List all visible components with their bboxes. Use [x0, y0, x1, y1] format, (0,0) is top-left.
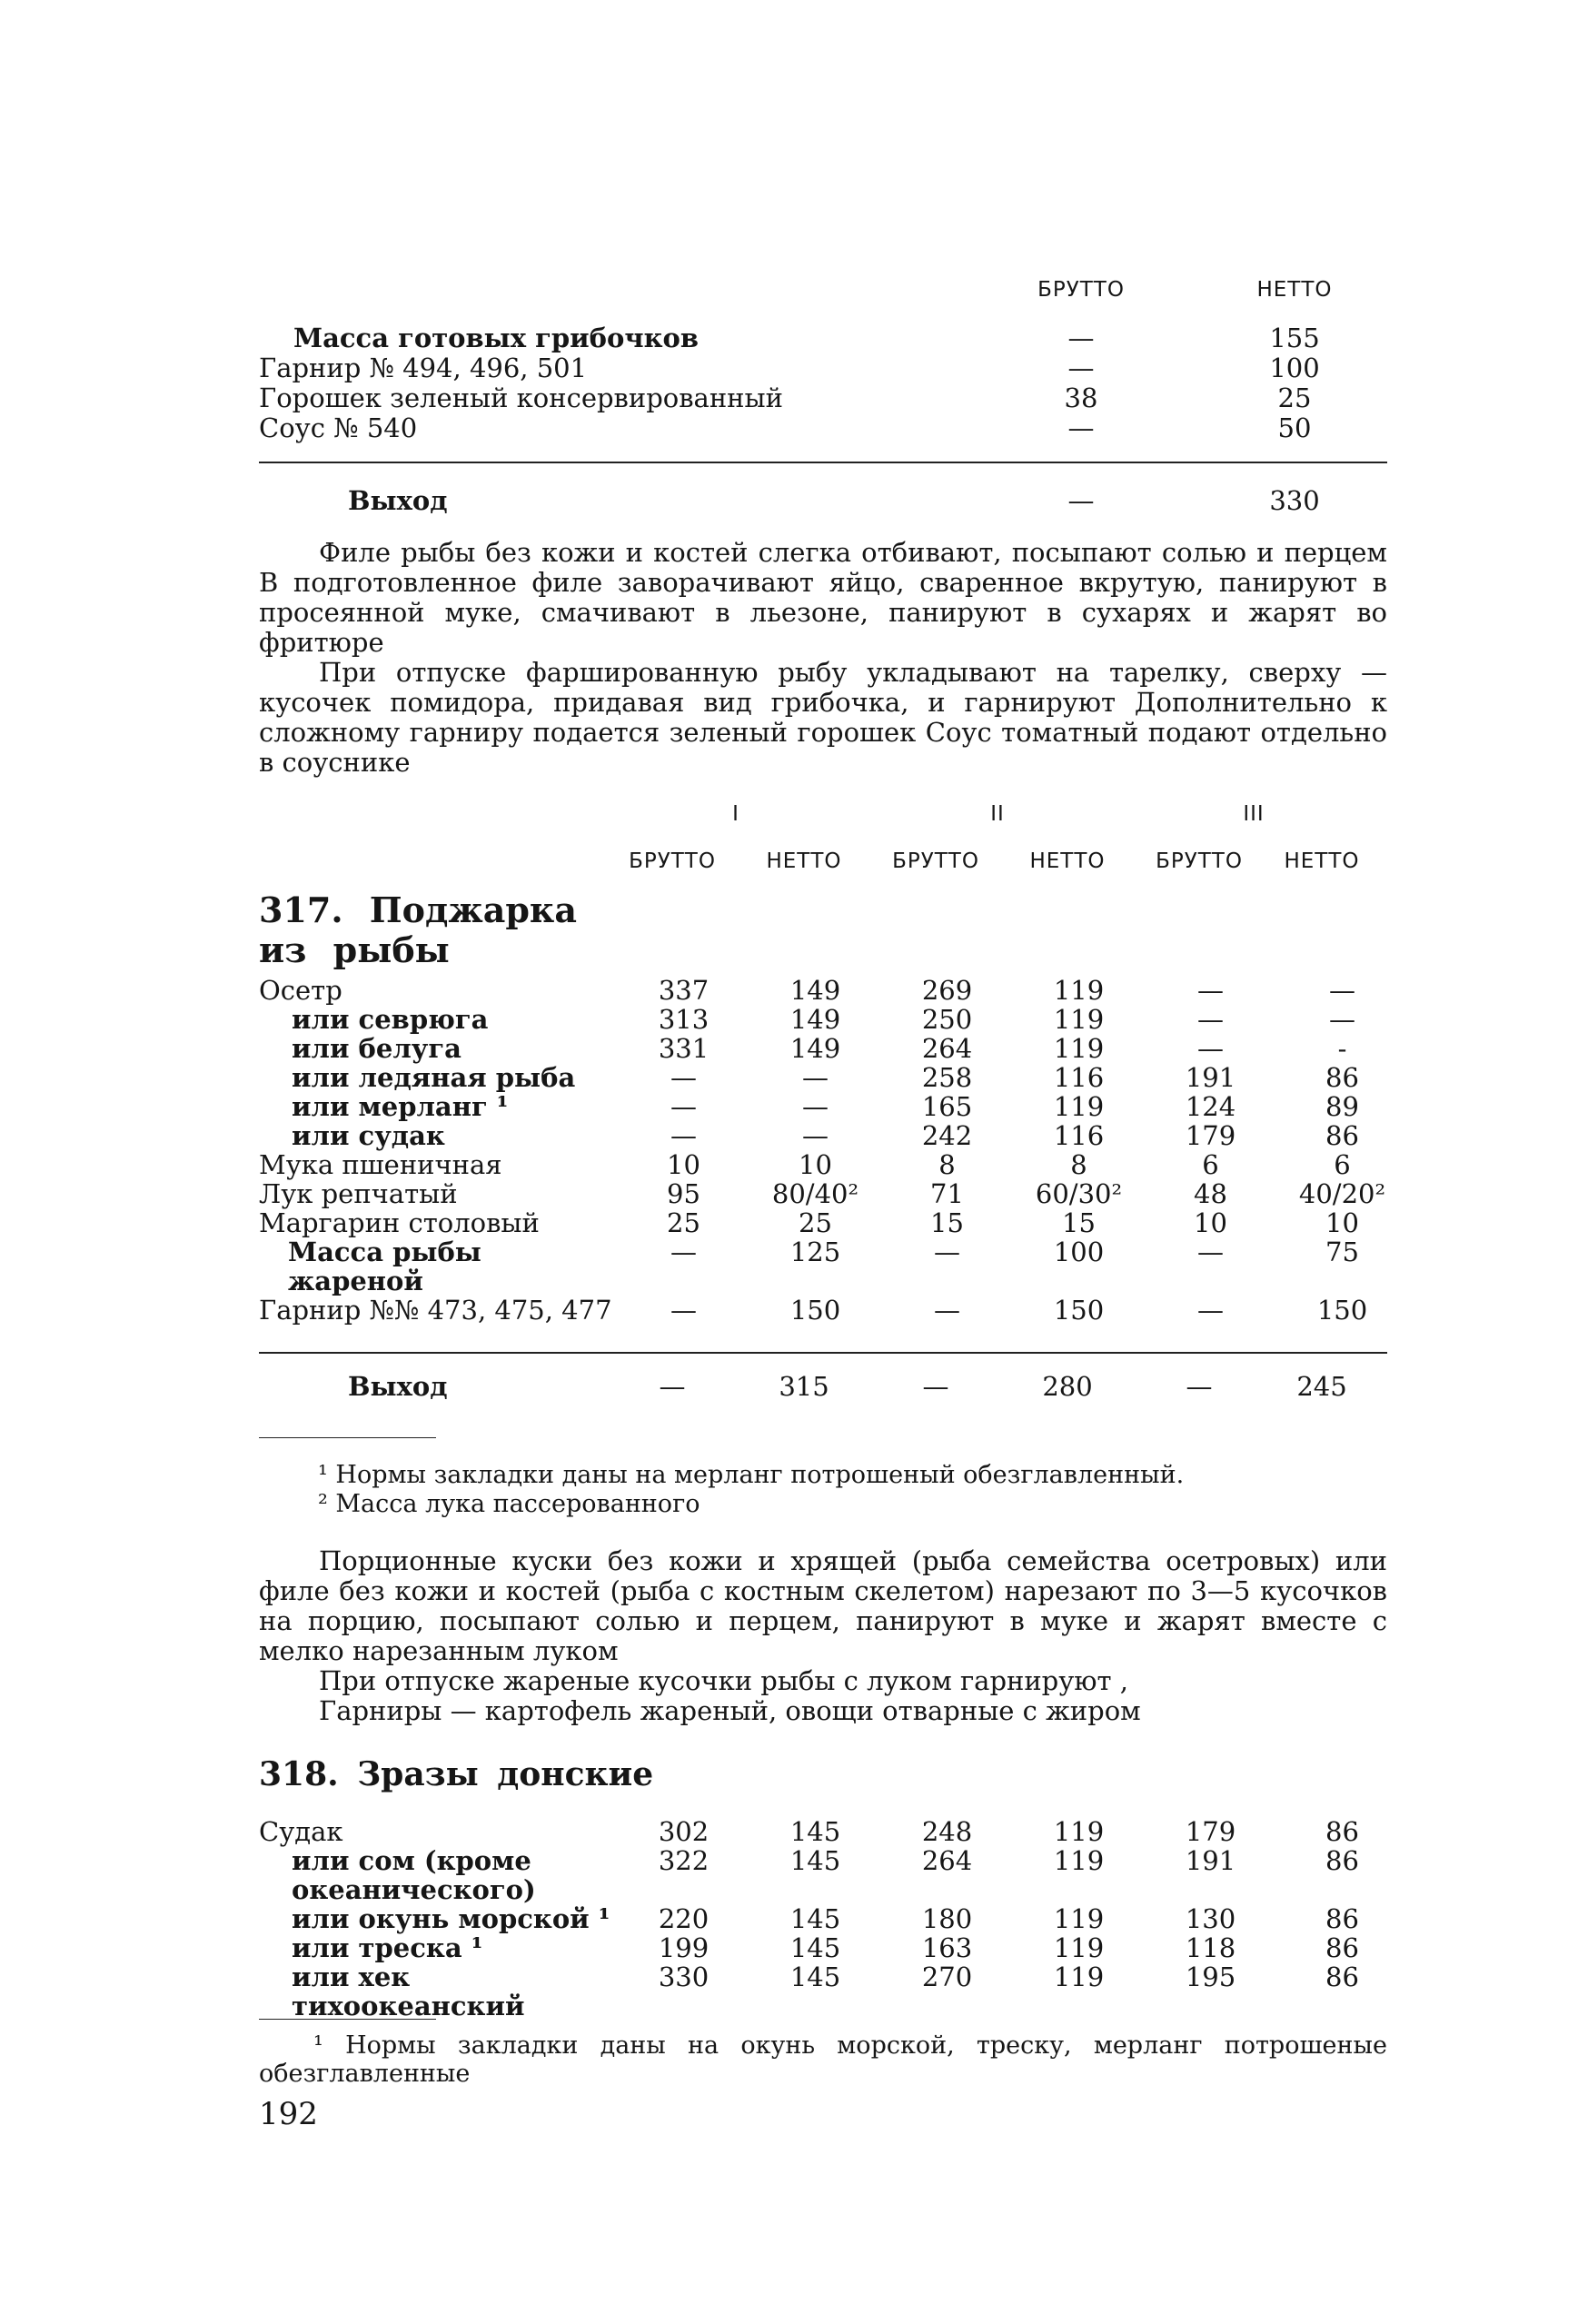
- quantity-cell: 150: [1316, 1295, 1368, 1326]
- quantity-cell: 149: [789, 1004, 841, 1035]
- top-row-netto: 155: [1269, 323, 1320, 353]
- quantity-cell: -: [1337, 1033, 1347, 1064]
- r318-footnote-1: ¹ Нормы закладки даны на окунь морской, треску, мерланг потрошеные обезглавленные: [259, 2031, 1387, 2088]
- quantity-cell: 119: [1053, 1845, 1105, 1876]
- top-row-netto: 25: [1277, 382, 1312, 413]
- quantity-cell: 48: [1194, 1178, 1227, 1209]
- quantity-cell: 71: [930, 1178, 964, 1209]
- quantity-cell: 10: [1325, 1207, 1359, 1238]
- quantity-cell: 119: [1053, 1903, 1105, 1934]
- table-row: [259, 1092, 1408, 1121]
- col-header-netto: НЕТТО: [1284, 849, 1360, 873]
- quantity-cell: 179: [1185, 1120, 1236, 1151]
- ingredient-name: или ледяная рыба: [292, 1062, 576, 1093]
- quantity-cell: 15: [1062, 1207, 1096, 1238]
- quantity-cell: 86: [1325, 1845, 1359, 1876]
- quantity-cell: 15: [930, 1207, 964, 1238]
- quantity-cell: 199: [658, 1932, 710, 1963]
- quantity-cell: 75: [1325, 1236, 1359, 1267]
- r317-footnote-1: ¹ Нормы закладки даны на мерланг потрошеный обезглавленный.: [318, 1461, 1185, 1489]
- quantity-cell: 322: [658, 1845, 710, 1876]
- quantity-cell: 86: [1325, 1961, 1359, 1992]
- quantity-cell: —: [1197, 975, 1224, 1006]
- quantity-cell: 145: [789, 1961, 841, 1992]
- top-row-name: Гарнир № 494, 496, 501: [259, 353, 588, 383]
- quantity-cell: 40/20²: [1298, 1178, 1386, 1209]
- page-number: 192: [259, 2096, 318, 2132]
- quantity-cell: 119: [1053, 975, 1105, 1006]
- ingredient-name: Гарнир №№ 473, 475, 477: [259, 1295, 612, 1326]
- top-output-netto: 330: [1269, 485, 1320, 516]
- quantity-cell: 86: [1325, 1932, 1359, 1963]
- quantity-cell: 60/30²: [1035, 1178, 1123, 1209]
- quantity-cell: 250: [921, 1004, 973, 1035]
- quantity-cell: 119: [1053, 1004, 1105, 1035]
- ingredient-name: Маргарин столовый: [259, 1207, 540, 1238]
- table-row: [259, 1817, 1408, 1846]
- ingredient-name: Мука пшеничная: [259, 1149, 502, 1180]
- top-row-brutto: —: [1067, 412, 1095, 443]
- table-rule: [259, 1352, 1387, 1354]
- top-paragraph-1: Филе рыбы без кожи и костей слегка отбивают, посыпают солью и перцем В подготовленное филе заворачивают яйцо, сваренное вкрутую, панируют в просеянной муке, смачивают в льезоне, панируют в сухарях и жарят во фритюре: [259, 537, 1387, 658]
- quantity-cell: 150: [789, 1295, 841, 1326]
- quantity-cell: 86: [1325, 1062, 1359, 1093]
- col-header-brutto: БРУТТО: [629, 849, 716, 873]
- quantity-cell: 270: [921, 1961, 973, 1992]
- r317-output-value: 245: [1296, 1371, 1347, 1402]
- ingredient-name: Осетр: [259, 975, 342, 1006]
- quantity-cell: 179: [1185, 1816, 1236, 1847]
- quantity-cell: —: [934, 1295, 960, 1326]
- quantity-cell: 95: [667, 1178, 700, 1209]
- quantity-cell: —: [670, 1295, 697, 1326]
- quantity-cell: 119: [1053, 1091, 1105, 1122]
- top-output-label: Выход: [348, 485, 448, 516]
- group-header-iii: III: [1243, 802, 1265, 826]
- ingredient-name: или сом (кроме океанического): [292, 1845, 536, 1905]
- quantity-cell: 145: [789, 1845, 841, 1876]
- table-row: [259, 976, 1408, 1005]
- table-row: [259, 1121, 1408, 1150]
- table-row: [259, 1034, 1408, 1063]
- quantity-cell: 165: [921, 1091, 973, 1122]
- quantity-cell: 125: [789, 1236, 841, 1267]
- quantity-cell: 302: [658, 1816, 710, 1847]
- top-row-netto: 50: [1277, 412, 1312, 443]
- quantity-cell: 149: [789, 975, 841, 1006]
- table-row: [259, 1005, 1408, 1034]
- group-header-ii: II: [990, 802, 1005, 826]
- quantity-cell: —: [802, 1062, 829, 1093]
- recipe-317-title: 317. Поджарка из рыбы: [259, 889, 577, 970]
- quantity-cell: 8: [938, 1149, 956, 1180]
- quantity-cell: —: [670, 1236, 697, 1267]
- table-row: [259, 1933, 1408, 1962]
- quantity-cell: —: [670, 1120, 697, 1151]
- quantity-cell: 6: [1334, 1149, 1351, 1180]
- quantity-cell: 130: [1185, 1903, 1236, 1934]
- recipe-318-title: 318. Зразы донские: [259, 1755, 654, 1793]
- r317-output-value: —: [659, 1371, 686, 1402]
- quantity-cell: —: [1197, 1236, 1224, 1267]
- quantity-cell: 264: [921, 1033, 973, 1064]
- top-row-brutto: —: [1067, 323, 1095, 353]
- col-header-netto: НЕТТО: [1029, 849, 1106, 873]
- quantity-cell: 10: [1194, 1207, 1227, 1238]
- quantity-cell: —: [802, 1091, 829, 1122]
- table-row: [259, 1237, 1408, 1296]
- quantity-cell: 248: [921, 1816, 973, 1847]
- quantity-cell: 86: [1325, 1816, 1359, 1847]
- quantity-cell: —: [802, 1120, 829, 1151]
- quantity-cell: 86: [1325, 1120, 1359, 1151]
- top-brutto-header: БРУТТО: [1037, 278, 1125, 302]
- quantity-cell: 89: [1325, 1091, 1359, 1122]
- quantity-cell: 180: [921, 1903, 973, 1934]
- ingredient-name: или окунь морской ¹: [292, 1903, 610, 1934]
- table-row: [259, 1150, 1408, 1179]
- table-row: [259, 1846, 1408, 1904]
- quantity-cell: 119: [1053, 1816, 1105, 1847]
- quantity-cell: 119: [1053, 1033, 1105, 1064]
- quantity-cell: 80/40²: [771, 1178, 859, 1209]
- quantity-cell: 191: [1185, 1062, 1236, 1093]
- ingredient-name: или севрюга: [292, 1004, 489, 1035]
- ingredient-name: или хек тихоокеанский: [292, 1961, 525, 2021]
- top-row-name: Горошек зеленый консервированный: [259, 382, 783, 413]
- quantity-cell: 145: [789, 1932, 841, 1963]
- quantity-cell: 8: [1070, 1149, 1087, 1180]
- r317-paragraph-1: Порционные куски без кожи и хрящей (рыба семейства осетровых) или филе без кожи и костей (рыба с костным скелетом) нарезают по 3—5 кусочков на порцию, посыпают солью и перцем, панируют в муке и жарят вместе с мелко нарезанным луком: [259, 1545, 1387, 1666]
- quantity-cell: 264: [921, 1845, 973, 1876]
- footnote-rule: [259, 2019, 436, 2020]
- table-row: [259, 1179, 1408, 1208]
- r317-paragraph-2: При отпуске жареные кусочки рыбы с луком гарнируют ,: [319, 1665, 1129, 1696]
- quantity-cell: 242: [921, 1120, 973, 1151]
- r317-output-value: 315: [779, 1371, 829, 1402]
- table-row: [259, 1063, 1408, 1092]
- ingredient-name: Лук репчатый: [259, 1178, 458, 1209]
- top-row-brutto: 38: [1064, 382, 1098, 413]
- quantity-cell: —: [1197, 1004, 1224, 1035]
- quantity-cell: —: [670, 1062, 697, 1093]
- quantity-cell: 145: [789, 1903, 841, 1934]
- quantity-cell: 313: [658, 1004, 710, 1035]
- ingredient-name: или мерланг ¹: [292, 1091, 509, 1122]
- quantity-cell: 116: [1053, 1120, 1105, 1151]
- quantity-cell: 6: [1202, 1149, 1219, 1180]
- top-row-netto: 100: [1269, 353, 1320, 383]
- quantity-cell: 330: [658, 1961, 710, 1992]
- quantity-cell: 220: [658, 1903, 710, 1934]
- quantity-cell: 337: [658, 975, 710, 1006]
- table-row: [259, 1904, 1408, 1933]
- quantity-cell: 145: [789, 1816, 841, 1847]
- quantity-cell: 149: [789, 1033, 841, 1064]
- quantity-cell: —: [670, 1091, 697, 1122]
- quantity-cell: 10: [799, 1149, 832, 1180]
- quantity-cell: —: [1197, 1295, 1224, 1326]
- quantity-cell: 25: [799, 1207, 832, 1238]
- footnote-rule: [259, 1437, 436, 1438]
- r317-output-value: 280: [1042, 1371, 1093, 1402]
- r317-output-value: —: [1186, 1371, 1213, 1402]
- quantity-cell: 10: [667, 1149, 700, 1180]
- quantity-cell: 86: [1325, 1903, 1359, 1934]
- top-output-brutto: —: [1067, 485, 1095, 516]
- top-netto-header: НЕТТО: [1256, 278, 1333, 302]
- table-row: [259, 1296, 1408, 1325]
- quantity-cell: —: [934, 1236, 960, 1267]
- top-paragraph-2: При отпуске фаршированную рыбу укладывают на тарелку, сверху — кусочек помидора, придавая вид грибочка, и гарнируют Дополнительно к сложному гарниру подается зеленый горошек Соус томатный подают отдельно в соуснике: [259, 657, 1387, 778]
- r317-paragraph-3: Гарниры — картофель жареный, овощи отварные с жиром: [319, 1695, 1141, 1726]
- quantity-cell: 100: [1053, 1236, 1105, 1267]
- r317-footnote-2: ² Масса лука пассерованного: [318, 1490, 700, 1518]
- quantity-cell: 269: [921, 975, 973, 1006]
- quantity-cell: 195: [1185, 1961, 1236, 1992]
- quantity-cell: 150: [1053, 1295, 1105, 1326]
- top-row-name: Соус № 540: [259, 412, 418, 443]
- quantity-cell: 25: [667, 1207, 700, 1238]
- quantity-cell: 163: [921, 1932, 973, 1963]
- top-row-name: Масса готовых грибочков: [293, 323, 700, 353]
- ingredient-name: или треска ¹: [292, 1932, 483, 1963]
- quantity-cell: 116: [1053, 1062, 1105, 1093]
- quantity-cell: 119: [1053, 1961, 1105, 1992]
- quantity-cell: —: [1329, 1004, 1355, 1035]
- table-rule: [259, 462, 1387, 463]
- quantity-cell: 331: [658, 1033, 710, 1064]
- ingredient-name: или судак: [292, 1120, 445, 1151]
- quantity-cell: 118: [1185, 1932, 1236, 1963]
- quantity-cell: 124: [1185, 1091, 1236, 1122]
- r317-output-label: Выход: [348, 1371, 448, 1402]
- ingredient-name: Судак: [259, 1816, 343, 1847]
- ingredient-name: или белуга: [292, 1033, 461, 1064]
- quantity-cell: 191: [1185, 1845, 1236, 1876]
- quantity-cell: —: [1329, 975, 1355, 1006]
- top-row-brutto: —: [1067, 353, 1095, 383]
- quantity-cell: —: [1197, 1033, 1224, 1064]
- col-header-brutto: БРУТТО: [1156, 849, 1243, 873]
- ingredient-name: Масса рыбы жареной: [288, 1236, 481, 1296]
- col-header-brutto: БРУТТО: [892, 849, 979, 873]
- recipe-317-table: [259, 976, 1408, 1325]
- recipe-318-table: [259, 1817, 1408, 2021]
- table-row: [259, 1208, 1408, 1237]
- table-row: [259, 1962, 1408, 2021]
- r317-output-value: —: [922, 1371, 949, 1402]
- group-header-i: I: [732, 802, 739, 826]
- col-header-netto: НЕТТО: [766, 849, 842, 873]
- quantity-cell: 258: [921, 1062, 973, 1093]
- quantity-cell: 119: [1053, 1932, 1105, 1963]
